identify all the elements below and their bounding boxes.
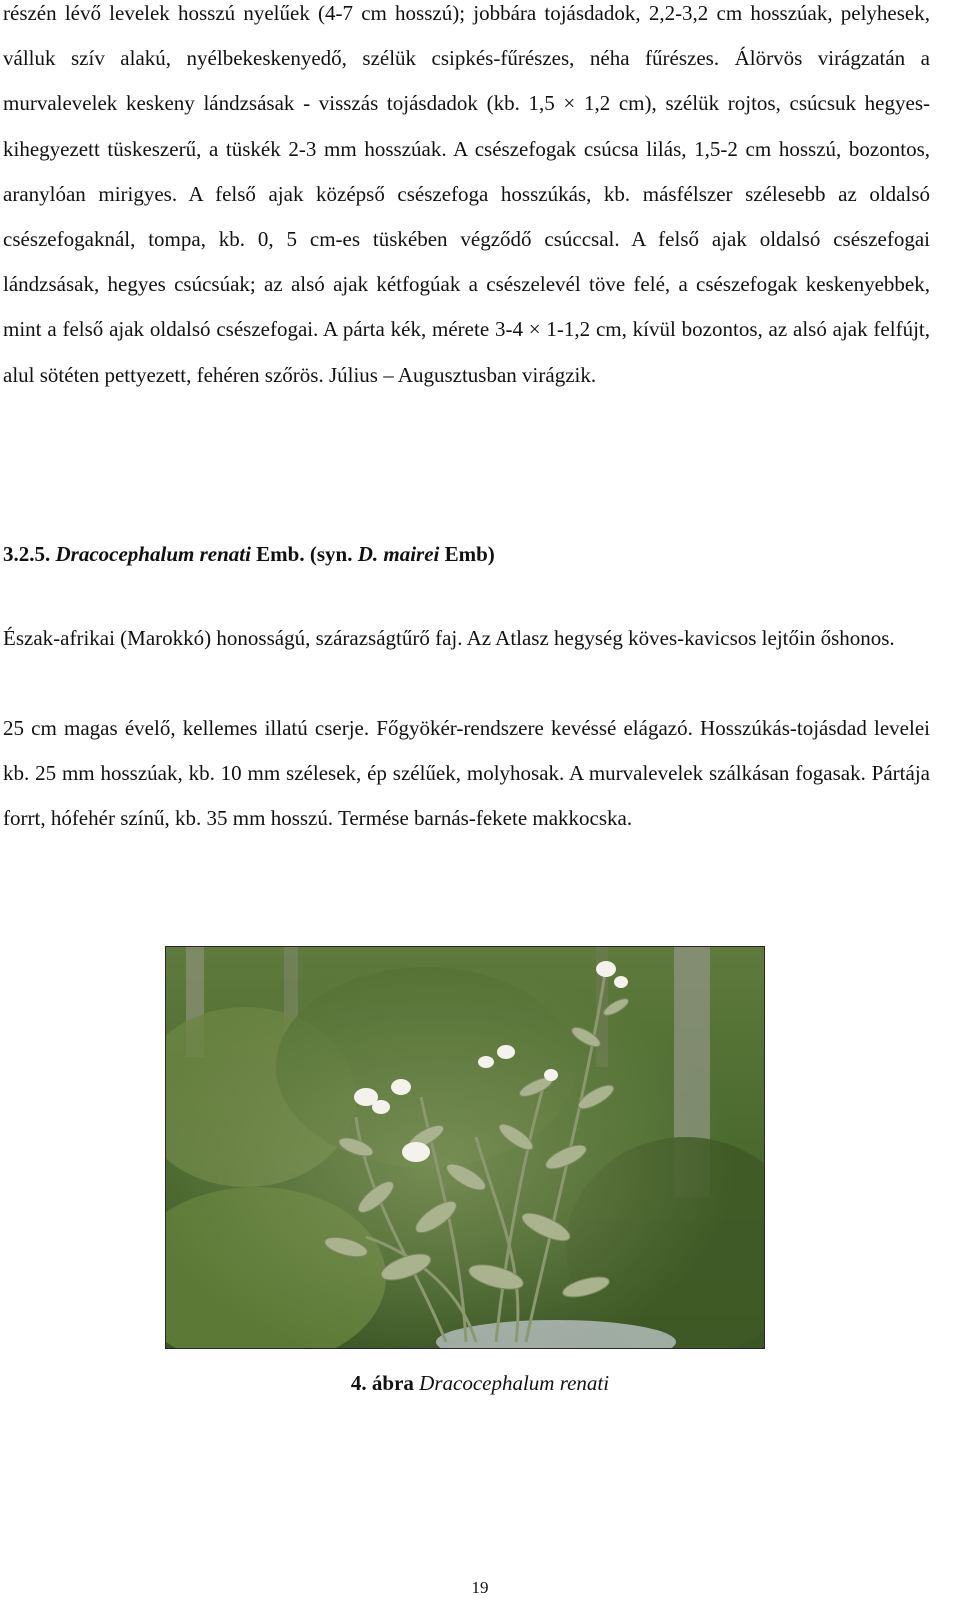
figure-species: Dracocephalum renati [419,1371,610,1395]
plant-photo [165,946,765,1349]
page-number: 19 [471,1578,489,1597]
figure-label: 4. ábra [350,1371,414,1395]
heading-species-name: Dracocephalum renati [55,542,251,566]
body-paragraph-morphology: 25 cm magas évelő, kellemes illatú cserje. Főgyökér-rendszere kevéssé elágazó. Hosszúkás-tojásdad levelei kb. 25 mm hosszúak, kb. 10 mm szélesek, ép szélűek, molyhosak. A murvalevelek szálkásan fogasak. Pártája forrt, hófehér színű, kb. 35 mm hosszú. Termése barnás-fekete makkocska. [3,716,930,831]
heading-synonym-name: D. mairei [357,542,440,566]
heading-author: Emb. (syn. [256,542,353,566]
section-number: 3.2.5. [3,542,51,566]
section-heading [3,532,495,577]
figure-caption [0,1367,960,1399]
body-paragraph-description: részén lévő levelek hosszú nyelűek (4-7 cm hosszú); jobbára tojásdadok, 2,2-3,2 cm hosszúak, pelyhesek, válluk szív alakú, nyélbekeskenyedő, szélük csipkés-fűrészes, néha fűrészes. Álörvös virágzatán a murvalevelek keskeny lándzsásak - visszás tojásdadok (kb. 1,5 × 1,2 cm), szélük rojtos, csúcsuk hegyes-kihegyezett tüskeszerű, a tüskék 2-3 mm hosszúak. A csészefogak csúcsa lilás, 1,5-2 cm hosszú, bozontos, aranylóan mirigyes. A felső ajak középső csészefoga hosszúkás, kb. másfélszer szélesebb az oldalsó csészefogaknál, tompa, kb. 0, 5 cm-es tüskében végződő csúccsal. A felső ajak oldalsó csészefogai lándzsásak, hegyes csúcsúak; az alsó ajak kétfogúak a csészelevél töve felé, a csészefogak keskenyebbek, mint a felső ajak oldalsó csészefogai. A párta kék, mérete 3-4 × 1-1,2 cm, kívül bozontos, az alsó ajak felfújt, alul sötéten pettyezett, fehéren szőrös. Július – Augusztusban virágzik. [3,1,930,387]
heading-synonym-author: Emb) [444,542,495,566]
body-paragraph-origin: Észak-afrikai (Marokkó) honosságú, szárazságtűrő faj. Az Atlasz hegység köves-kavicsos lejtőin őshonos. [3,626,895,650]
